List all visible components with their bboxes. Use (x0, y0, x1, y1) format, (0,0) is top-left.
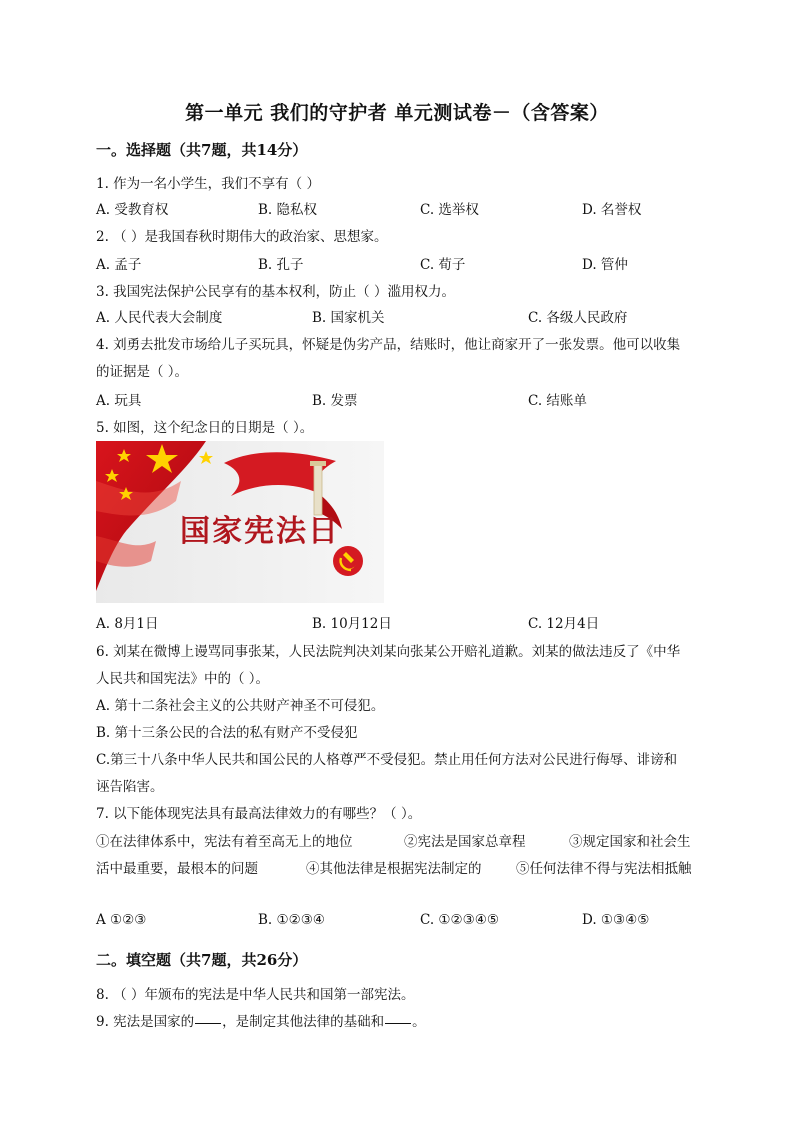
q2-option-d: D. 管仲 (582, 257, 628, 273)
q7-statement-5: ⑤任何法律不得与宪法相抵触 (516, 861, 692, 877)
q9-text-after: 。 (412, 1014, 426, 1030)
q9-blank-2 (385, 1022, 411, 1024)
question-3: 3. 我国宪法保护公民享有的基本权利，防止（ ）滥用权力。 (96, 284, 455, 300)
question-1: 1. 作为一名小学生，我们不享有（ ） (96, 176, 320, 192)
q9-text-before: 9. 宪法是国家的 (96, 1014, 195, 1030)
q4-option-a: A. 玩具 (96, 393, 142, 409)
party-emblem-icon (333, 546, 363, 576)
question-9 (96, 1010, 426, 1030)
q5-option-b: B. 10月12日 (312, 616, 392, 632)
q3-option-a: A. 人民代表大会制度 (96, 310, 223, 326)
q7-statement-3a: ③规定国家和社会生 (569, 834, 691, 850)
q7-option-d: D. ①③④⑤ (582, 912, 650, 928)
q1-option-c: C. 选举权 (420, 202, 479, 218)
q9-text-middle: ，是制定其他法律的基础和 (222, 1014, 385, 1030)
question-2: 2. （ ）是我国春秋时期伟大的政治家、思想家。 (96, 229, 388, 245)
question-4-line-1: 4. 刘勇去批发市场给儿子买玩具，怀疑是伪劣产品，结账时，他让商家开了一张发票。他可以收集 (96, 337, 681, 353)
q5-option-a: A. 8月1日 (96, 616, 159, 632)
question-6-line-2: 人民共和国宪法》中的（ ）。 (96, 671, 270, 687)
constitution-day-image (96, 441, 384, 603)
q2-option-a: A. 孟子 (96, 257, 142, 273)
q7-option-a: A ①②③ (96, 912, 147, 928)
q2-option-b: B. 孔子 (258, 257, 304, 273)
q7-statement-3b: 活中最重要，最根本的问题 (96, 861, 258, 877)
q4-option-b: B. 发票 (312, 393, 358, 409)
q7-option-b: B. ①②③④ (258, 912, 325, 928)
q7-statement-2: ②宪法是国家总章程 (404, 834, 526, 850)
question-7: 7. 以下能体现宪法具有最高法律效力的有哪些？（ ）。 (96, 806, 422, 822)
section-heading-choice: 一。选择题（共7题，共14分） (96, 141, 308, 159)
q6-option-b: B. 第十三条公民的合法的私有财产不受侵犯 (96, 725, 358, 741)
question-6-line-1: 6. 刘某在微博上谩骂同事张某，人民法院判决刘某向张某公开赔礼道歉。刘某的做法违反了《中华 (96, 644, 681, 660)
q3-option-b: B. 国家机关 (312, 310, 385, 326)
q1-option-b: B. 隐私权 (258, 202, 318, 218)
question-8: 8. （ ）年颁布的宪法是中华人民共和国第一部宪法。 (96, 987, 415, 1003)
q7-option-c: C. ①②③④⑤ (420, 912, 499, 928)
q9-blank-1 (195, 1022, 221, 1024)
q4-option-c: C. 结账单 (528, 393, 587, 409)
q7-statement-1: ①在法律体系中，宪法有着至高无上的地位 (96, 834, 353, 850)
q1-option-a: A. 受教育权 (96, 202, 169, 218)
figure-caption: 国家宪法日 (180, 514, 340, 549)
section-heading-fill-blank: 二。填空题（共7题，共26分） (96, 951, 308, 969)
q6-option-c-line-2: 诬告陷害。 (96, 779, 164, 795)
constitution-day-illustration (96, 441, 384, 603)
q6-option-c-line-1: C.第三十八条中华人民共和国公民的人格尊严不受侵犯。禁止用任何方法对公民进行侮辱、诽谤和 (96, 752, 678, 768)
q7-statement-4: ④其他法律是根据宪法制定的 (306, 861, 482, 877)
q2-option-c: C. 荀子 (420, 257, 466, 273)
q1-option-d: D. 名誉权 (582, 202, 642, 218)
q5-option-c: C. 12月4日 (528, 616, 600, 632)
q3-option-c: C. 各级人民政府 (528, 310, 628, 326)
q6-option-a: A. 第十二条社会主义的公共财产神圣不可侵犯。 (96, 698, 385, 714)
question-4-line-2: 的证据是（ ）。 (96, 364, 189, 380)
question-5: 5. 如图，这个纪念日的日期是（ ）。 (96, 420, 314, 436)
page-title: 第一单元 我们的守护者 单元测试卷－（含答案） (185, 102, 609, 124)
